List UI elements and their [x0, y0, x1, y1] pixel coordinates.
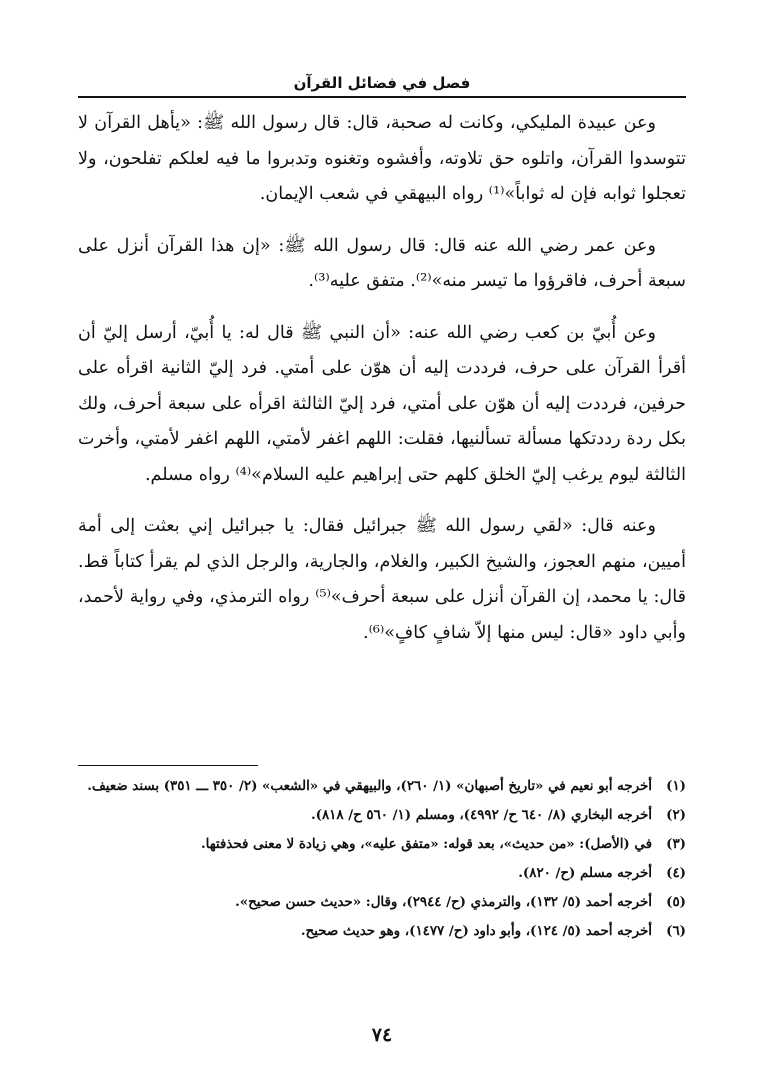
footnote-text: أخرجه أبو نعيم في «تاريخ أصبهان» (١/ ٢٦٠)، والبيهقي في «الشعب» (٢/ ٣٥٠ ـــ ٣٥١) بسند ضعيف.: [87, 778, 652, 794]
footnote: [78, 773, 686, 799]
footnote: [78, 831, 686, 857]
footnote-number: (٣): [666, 836, 686, 852]
page-number: ٧٤: [371, 1024, 393, 1046]
footnote-separator: [78, 765, 258, 766]
footnote-number: (٤): [666, 865, 686, 881]
book-page: [78, 0, 686, 1091]
footnote-number: (٥): [666, 894, 686, 910]
footnote-number: (٢): [666, 807, 686, 823]
footnote-text: أخرجه أحمد (٥/ ١٣٢)، والترمذي (ح/ ٢٩٤٤)، وقال: «حديث حسن صحيح».: [235, 894, 652, 910]
footnote-text: في (الأصل): «من حديث»، بعد قوله: «متفق عليه»، وهي زيادة لا معنى فحذفتها.: [200, 836, 652, 852]
running-header: [78, 70, 686, 98]
footnote: [78, 889, 686, 915]
paragraph-jibril-hadith: وعنه قال: «لقي رسول الله ﷺ جبرائيل فقال: يا جبرائيل إني بعثت إلى أمة أميين، منهم العجوز، والشيخ الكبير، والغلام، والجارية، والرجل الذي لم يقرأ كتاباً قط. قال: يا محمد، إن القرآن أنزل على سبعة أحرف»⁽⁵⁾ رواه الترمذي، وفي رواية لأحمد، وأبي داود «قال: ليس منها إلاّ شافٍ كافٍ»⁽⁶⁾.: [78, 516, 686, 643]
header-rule: [78, 96, 686, 98]
main-text: [78, 106, 686, 667]
footnote: [78, 860, 686, 886]
paragraph-ubayda-hadith: وعن عبيدة المليكي، وكانت له صحبة، قال: قال رسول الله ﷺ: «يأهل القرآن لا تتوسدوا القرآن، واتلوه حق تلاوته، وأفشوه وتغنوه وتدبروا ما فيه لعلكم تفلحون، ولا تعجلوا ثوابه فإن له ثواباً»⁽¹⁾ رواه البيهقي في شعب الإيمان.: [78, 113, 686, 204]
footnote-text: أخرجه البخاري (٨/ ٦٤٠ ح/ ٤٩٩٢)، ومسلم (١/ ٥٦٠ ح/ ٨١٨).: [310, 807, 652, 823]
footnotes: [78, 773, 686, 947]
footnote-text: أخرجه أحمد (٥/ ١٢٤)، وأبو داود (ح/ ١٤٧٧)، وهو حديث صحيح.: [300, 923, 652, 939]
paragraph-umar-hadith: وعن عمر رضي الله عنه قال: قال رسول الله ﷺ: «إن هذا القرآن أنزل على سبعة أحرف، فاقرؤوا ما تيسر منه»⁽²⁾. متفق عليه⁽³⁾.: [78, 235, 686, 291]
footnote-number: (١): [666, 778, 686, 794]
footnote: [78, 802, 686, 828]
paragraph-ubayy-hadith: وعن أُبيّ بن كعب رضي الله عنه: «أن النبي ﷺ قال له: يا أُبيّ، أرسل إليّ أن أقرأ القرآن على حرف، فرددت إليه أن هوّن على أمتي. فرد إليّ الثانية اقرأه على حرفين، فرددت إليه أن هوّن على أمتي، فرد إليّ الثالثة اقرأه على سبعة أحرف، ولك بكل ردة رددتكها مسألة تسألنيها، فقلت: اللهم اغفر لأمتي، اللهم اغفر لأمتي، وأخرت الثالثة ليوم يرغب إليّ الخلق كلهم حتى إبراهيم عليه السلام»⁽⁴⁾ رواه مسلم.: [78, 322, 686, 485]
footnote-text: أخرجه مسلم (ح/ ٨٢٠).: [518, 865, 652, 881]
chapter-title: فصل في فضائل القرآن: [293, 74, 471, 92]
footnote-number: (٦): [666, 923, 686, 939]
footnote: [78, 918, 686, 944]
